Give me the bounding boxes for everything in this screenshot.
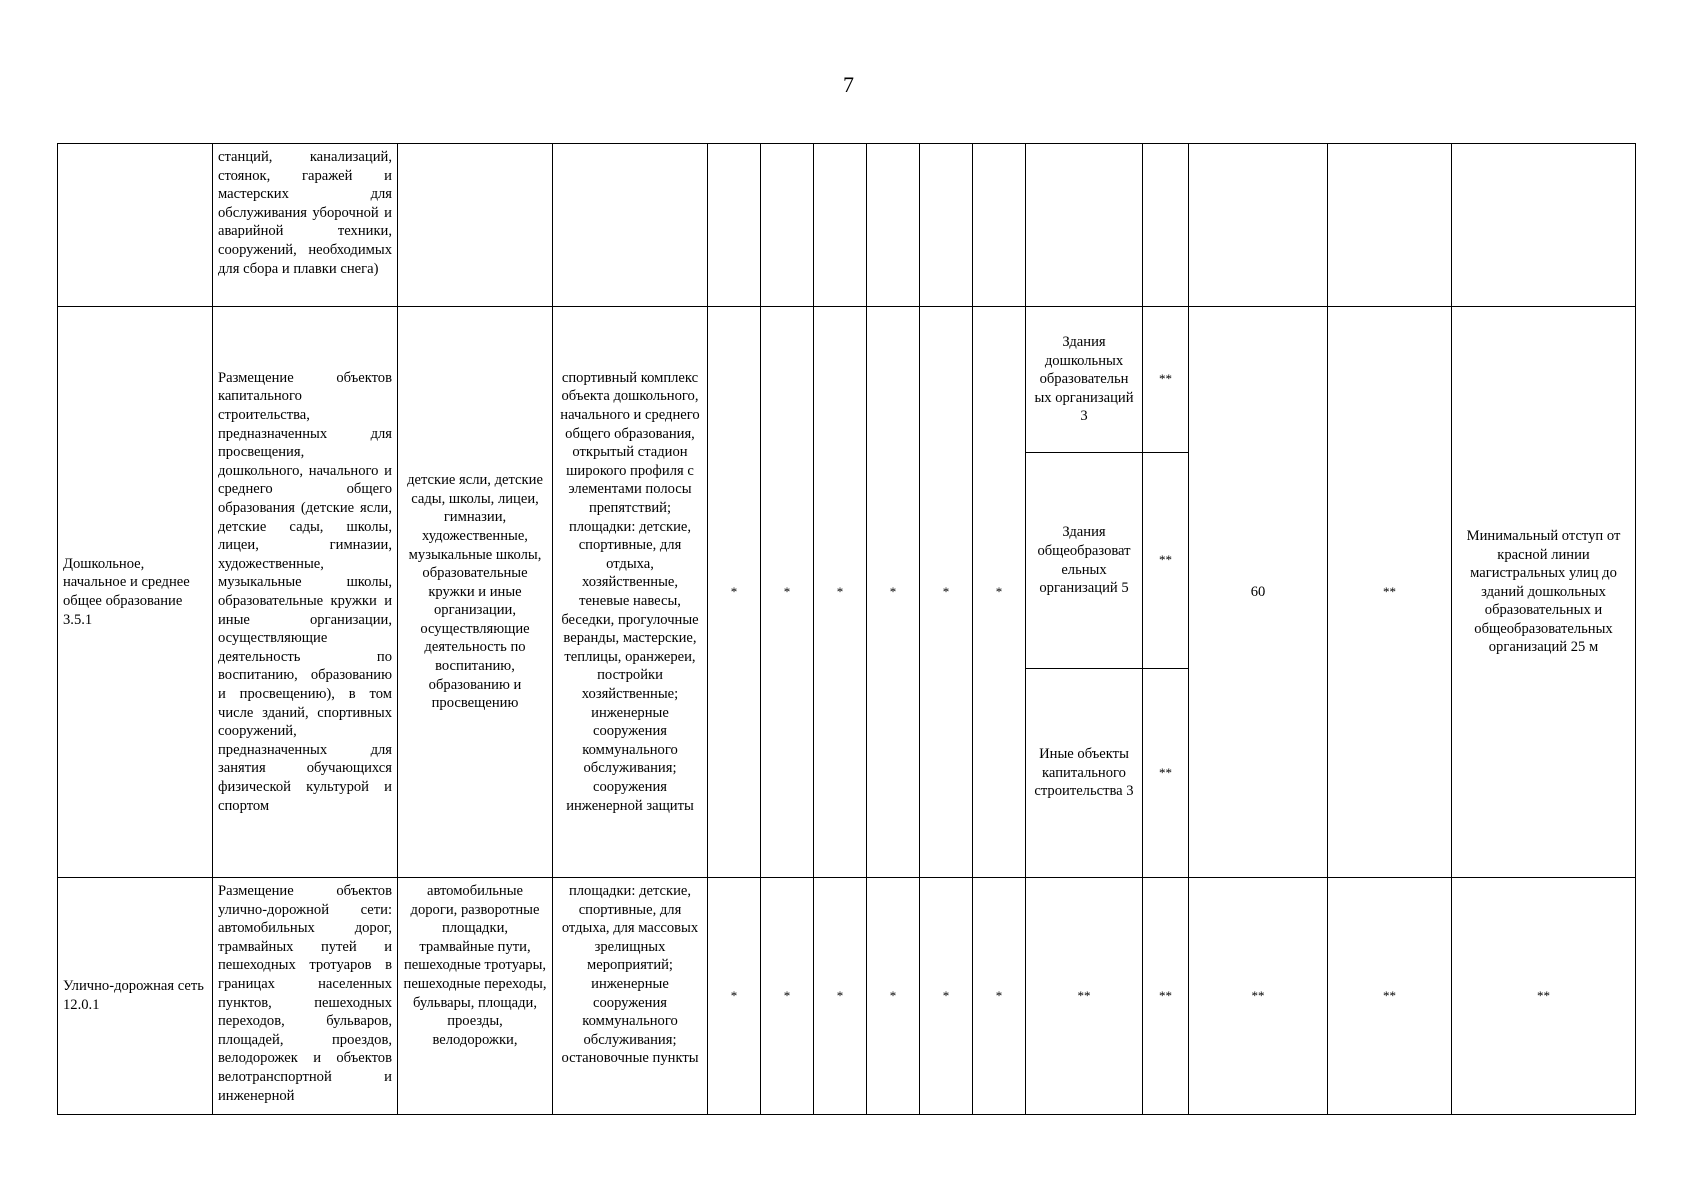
param-cell: * — [867, 878, 920, 1115]
param-cell: * — [920, 307, 973, 878]
floors-label: Здания дошкольных образовательн ых организаций 3 — [1026, 307, 1143, 453]
table-cell — [920, 144, 973, 307]
table-cell — [708, 144, 761, 307]
land-use-description: Размещение объектов улично-дорожной сети: автомобильных дорог, трамвайных путей и пешеходных тротуаров в границах населенных пунктов, пешеходных переходов, бульваров, площадей, проездов, велодорожек и объектов велотранспортной и инженерной — [213, 878, 398, 1115]
floors-label: Иные объекты капитального строительства 3 — [1026, 669, 1143, 878]
table-cell — [867, 144, 920, 307]
param-cell: ** — [1189, 878, 1328, 1115]
table-cell: станций, канализаций, стоянок, гаражей и мастерских для обслуживания уборочной и аварийной техники, сооружений, необходимых для сбора и плавки снега) — [213, 144, 398, 307]
param-cell: * — [814, 307, 867, 878]
param-cell: * — [761, 878, 814, 1115]
param-cell: * — [920, 878, 973, 1115]
table-cell — [761, 144, 814, 307]
param-cell: ** — [1143, 878, 1189, 1115]
auxiliary-objects: спортивный комплекс объекта дошкольного, начального и среднего общего образования, открытый стадион широкого профиля с элементами полосы препятствий; площадки: детские, спортивные, для отдыха, хозяйственные, теневые навесы, беседки, прогулочные веранды, мастерские, теплицы, оранжереи, постройки хозяйственные; инженерные сооружения коммунального обслуживания; сооружения инженерной защиты — [553, 307, 708, 878]
table-cell — [58, 144, 213, 307]
table-row — [58, 144, 1636, 307]
main-objects: автомобильные дороги, разворотные площадки, трамвайные пути, пешеходные тротуары, пешеходные переходы, бульвары, площади, проезды, велодорожки, — [398, 878, 553, 1115]
table-cell — [1328, 144, 1452, 307]
param-cell: * — [973, 307, 1026, 878]
regulations-table — [57, 143, 1636, 1115]
table-cell — [1143, 144, 1189, 307]
table-cell — [1026, 144, 1143, 307]
table-row — [58, 878, 1636, 1115]
param-cell: ** — [1026, 878, 1143, 1115]
param-cell: * — [867, 307, 920, 878]
param-cell: * — [708, 307, 761, 878]
param-cell: * — [708, 878, 761, 1115]
param-cell: ** — [1452, 878, 1636, 1115]
param-cell: ** — [1328, 878, 1452, 1115]
land-use-name: Дошкольное, начальное и среднее общее образование 3.5.1 — [58, 307, 213, 878]
page-number: 7 — [843, 72, 854, 97]
param-cell: * — [761, 307, 814, 878]
coverage-percent: 60 — [1189, 307, 1328, 878]
table-row — [58, 307, 1636, 453]
param-cell: ** — [1328, 307, 1452, 878]
floors-label: Здания общеобразоват ельных организаций 5 — [1026, 453, 1143, 669]
table-cell — [973, 144, 1026, 307]
param-cell: * — [814, 878, 867, 1115]
floors-value: ** — [1143, 307, 1189, 453]
main-objects: детские ясли, детские сады, школы, лицеи, гимназии, художественные, музыкальные школы, образовательные кружки и иные организации, осуществляющие деятельность по воспитанию, образованию и просвещению — [398, 307, 553, 878]
land-use-description: Размещение объектов капитального строительства, предназначенных для просвещения, дошкольного, начального и среднего общего образования (детские ясли, детские сады, школы, лицеи, гимназии, художественные, музыкальные школы, образовательные кружки и иные организации, осуществляющие деятельность по воспитанию, образованию и просвещению), в том числе зданий, спортивных сооружений, предназначенных для занятия обучающихся физической культурой и спортом — [213, 307, 398, 878]
auxiliary-objects: площадки: детские, спортивные, для отдыха, для массовых зрелищных мероприятий; инженерные сооружения коммунального обслуживания; остановочные пункты — [553, 878, 708, 1115]
param-cell: * — [973, 878, 1026, 1115]
table-cell — [1189, 144, 1328, 307]
land-use-name: Улично-дорожная сеть 12.0.1 — [58, 878, 213, 1115]
table-cell — [398, 144, 553, 307]
floors-value: ** — [1143, 453, 1189, 669]
table-cell — [553, 144, 708, 307]
table-cell — [1452, 144, 1636, 307]
floors-value: ** — [1143, 669, 1189, 878]
table-cell — [814, 144, 867, 307]
note-cell: Минимальный отступ от красной линии магистральных улиц до зданий дошкольных образовательных и общеобразовательных организаций 25 м — [1452, 307, 1636, 878]
